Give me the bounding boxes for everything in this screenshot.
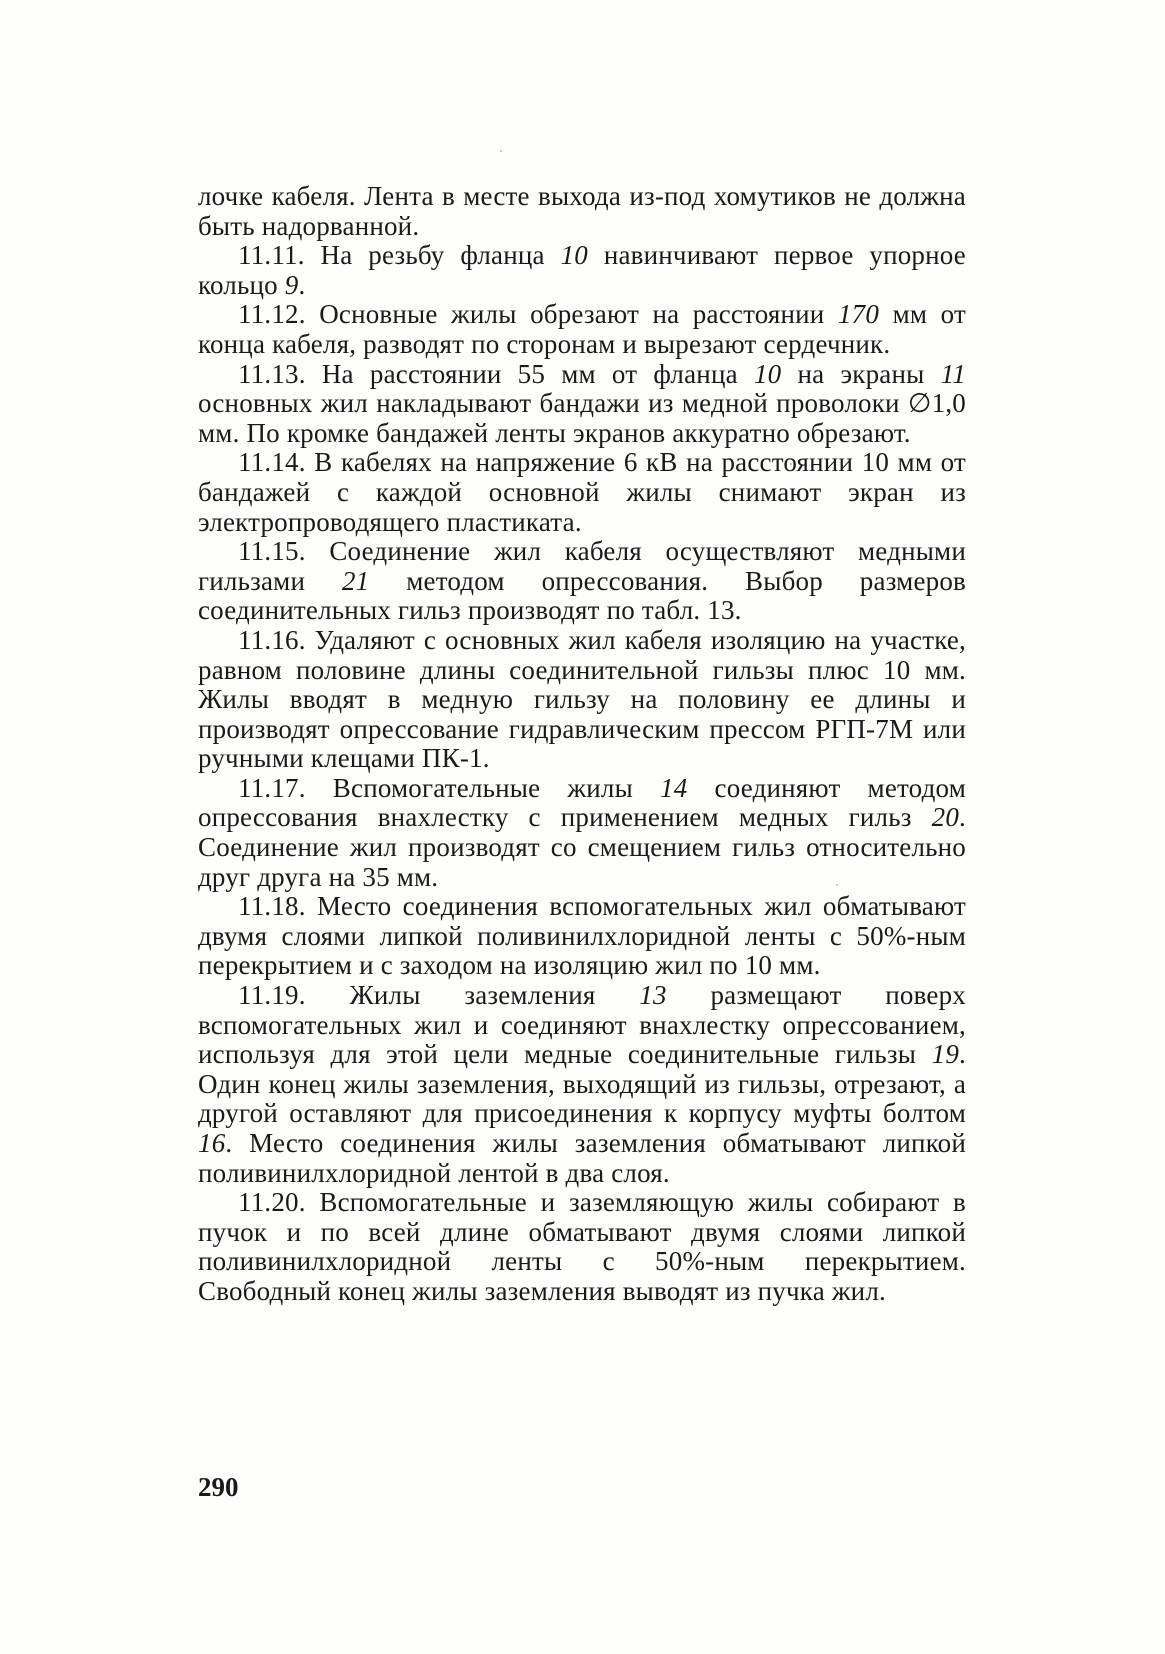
paragraph-continuation xyxy=(198,182,966,241)
paragraph-11-18 xyxy=(198,892,966,981)
paragraph-11-20 xyxy=(198,1188,966,1306)
paragraph-11-19 xyxy=(198,981,966,1188)
reference-numeral: 14 xyxy=(660,772,688,803)
reference-numeral: 10 xyxy=(753,358,782,389)
reference-numeral: 21 xyxy=(341,565,370,596)
paragraph-text: 11.12. Основные жилы обрезают на расстоянии xyxy=(238,299,838,330)
paragraph-text: на экраны xyxy=(781,358,941,389)
page-number: 290 xyxy=(198,1472,239,1502)
paragraph-11-11 xyxy=(198,241,966,300)
reference-numeral: 9 xyxy=(284,269,299,300)
paragraph-11-12 xyxy=(198,300,966,359)
paragraph-text: навинчивают первое упорное кольцо xyxy=(198,240,966,300)
paragraph-text: 11.15. Соединение жил кабеля осуществляют медными гильзами xyxy=(198,536,966,596)
paragraph-text: размещают поверх вспомогательных жил и соединяют внахлестку опрессованием, используя для этой цели медные соединительные гильзы xyxy=(198,980,967,1070)
reference-numeral: 20 xyxy=(931,802,960,833)
reference-numeral: 10 xyxy=(560,240,588,271)
reference-numeral: 170 xyxy=(837,299,880,330)
paragraph-text: 11.17. Вспомогательные жилы xyxy=(238,772,661,803)
reference-numeral: 19 xyxy=(931,1039,960,1070)
paragraph-text: соединяют методом опрессования внахлестку с применением медных гильз xyxy=(198,772,966,833)
paragraph-11-14 xyxy=(198,448,966,537)
reference-numeral: 11 xyxy=(940,358,966,389)
paragraph-11-13 xyxy=(198,360,966,449)
paragraph-text: 11.13. На расстоянии 55 мм от фланца xyxy=(238,358,754,389)
paragraph-11-17 xyxy=(198,774,966,892)
body-text xyxy=(198,182,966,1307)
paragraph-text: 11.14. В кабелях на напряжение 6 кВ на расстоянии 10 мм от бандажей с каждой основной жилы снимают экран из электропроводящего пластиката. xyxy=(198,447,966,537)
reference-numeral: 16 xyxy=(198,1128,226,1158)
reference-numeral: 13 xyxy=(639,980,667,1011)
paragraph-text: 11.16. Удаляют с основных жил кабеля изоляцию на участке, равном половине длины соединительной гильзы плюс 10 мм. Жилы вводят в медную гильзу на половину ее длины и производят опрессование гидравлическим прессом РГП-7М или ручными клещами ПК-1. xyxy=(198,624,966,774)
paragraph-text: 11.11. На резьбу фланца xyxy=(238,240,561,271)
paragraph-text: мм от конца кабеля, разводят по сторонам и вырезают сердечник. xyxy=(198,299,966,359)
paragraph-text: основных жил накладывают бандажи из медной проволоки ∅1,0 мм. По кромке бандажей ленты экранов аккуратно обрезают. xyxy=(198,388,966,448)
paragraph-text: . Один конец жилы заземления, выходящий из гильзы, отрезают, а другой оставляют для присоединения к корпусу муфты болтом xyxy=(198,1039,966,1129)
paragraph-11-16 xyxy=(198,626,966,774)
paragraph-11-15 xyxy=(198,537,966,626)
scan-speck xyxy=(500,150,502,152)
paragraph-text: 11.19. Жилы заземления xyxy=(238,980,640,1011)
paragraph-text: . Место соединения жилы заземления обматывают липкой поливинилхлоридной лентой в два слоя. xyxy=(198,1128,966,1188)
paragraph-text: . xyxy=(298,269,306,300)
paragraph-text: 11.20. Вспомогательные и заземляющую жилы собирают в пучок и по всей длине обматывают двумя слоями липкой поливинилхлоридной ленты с 50%-ным перекрытием. Свободный конец жилы заземления выводят из пучка жил. xyxy=(198,1187,966,1306)
paragraph-text: 11.18. Место соединения вспомогательных жил обматывают двумя слоями липкой поливинилхлоридной ленты с 50%-ным перекрытием и с заходом на изоляцию жил по 10 мм. xyxy=(198,891,966,981)
paragraph-text: . Соединение жил производят со смещением гильз относительно друг друга на 35 мм. xyxy=(198,802,966,892)
paragraph-text: методом опрессования. Выбор размеров соединительных гильз производят по табл. 13. xyxy=(198,565,966,626)
paragraph-text: лочке кабеля. Лента в месте выхода из-под хомутиков не должна быть надорванной. xyxy=(198,181,966,241)
